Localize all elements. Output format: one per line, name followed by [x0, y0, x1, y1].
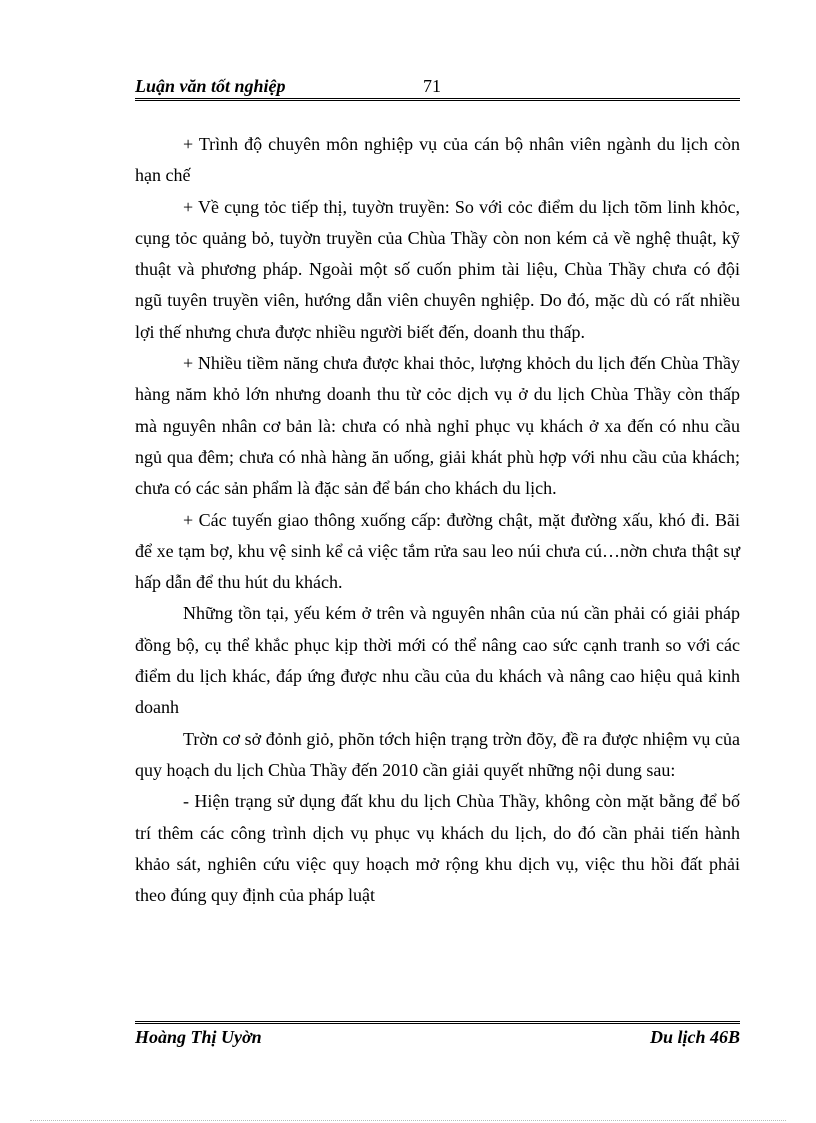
page-bottom-border	[30, 1120, 786, 1121]
paragraph-marketing: + Về cụng tỏc tiếp thị, tuyờn truyền: So với cỏc điểm du lịch tõm linh khỏc, cụng tỏc quảng bỏ, tuyờn truyền của Chùa Thầy còn non kém cả về nghệ thuật, kỹ thuật và phương pháp. Ngoài một số cuốn phim tài liệu, Chùa Thầy chưa có đội ngũ tuyên truyền viên, hướng dẫn viên chuyên nghiệp. Do đó, mặc dù có rất nhiều lợi thế nhưng chưa được nhiều người biết đến, doanh thu thấp.	[135, 196, 740, 342]
footer-divider	[135, 1021, 740, 1024]
paragraph-staff-qualification: + Trình độ chuyên môn nghiệp vụ của cán bộ nhân viên ngành du lịch còn hạn chế	[135, 134, 740, 186]
page-header	[135, 76, 740, 98]
footer-author: Hoàng Thị Uyờn	[135, 1027, 262, 1047]
paragraph-land-use: - Hiện trạng sử dụng đất khu du lịch Chùa Thầy, không còn mặt bằng để bố trí thêm các công trình dịch vụ phục vụ khách du lịch, do đó cần phải tiến hành khảo sát, nghiên cứu việc quy hoạch mở rộng khu dịch vụ, việc thu hồi đất phải theo đúng quy định của pháp luật	[135, 791, 740, 906]
page-footer	[135, 1027, 740, 1049]
paragraph-transport: + Các tuyến giao thông xuống cấp: đường chật, mặt đường xấu, khó đi. Bãi để xe tạm bợ, khu vệ sinh kể cả việc tắm rửa sau leo núi chưa cú…nờn chưa thật sự hấp dẫn để thu hút du khách.	[135, 509, 740, 593]
footer-class: Du lịch 46B	[649, 1027, 740, 1047]
header-divider	[135, 98, 740, 101]
page-number: 71	[423, 76, 441, 96]
paragraph-untapped-potential: + Nhiều tiềm năng chưa được khai thỏc, lượng khỏch du lịch đến Chùa Thầy hàng năm khỏ lớn nhưng doanh thu từ cỏc dịch vụ ở du lịch Chùa Thầy còn thấp mà nguyên nhân cơ bản là: chưa có nhà nghỉ phục vụ khách ở xa đến có nhu cầu ngủ qua đêm; chưa có nhà hàng ăn uống, giải khát phù hợp với nhu cầu của khách; chưa có các sản phẩm là đặc sản để bán cho khách du lịch.	[135, 353, 740, 499]
paragraph-planning-tasks: Trờn cơ sở đỏnh giỏ, phõn tớch hiện trạng trờn đõy, đề ra được nhiệm vụ của quy hoạch du lịch Chùa Thầy đến 2010 cần giải quyết những nội dung sau:	[135, 728, 740, 780]
paragraph-shortcomings: Những tồn tại, yếu kém ở trên và nguyên nhân của nú cần phải có giải pháp đồng bộ, cụ thể khắc phục kịp thời mới có thể nâng cao sức cạnh tranh so với các điểm du lịch khác, đáp ứng được nhu cầu của du khách và nâng cao hiệu quả kinh doanh	[135, 603, 740, 718]
document-body	[135, 129, 740, 911]
header-title: Luận văn tốt nghiệp	[135, 76, 286, 96]
